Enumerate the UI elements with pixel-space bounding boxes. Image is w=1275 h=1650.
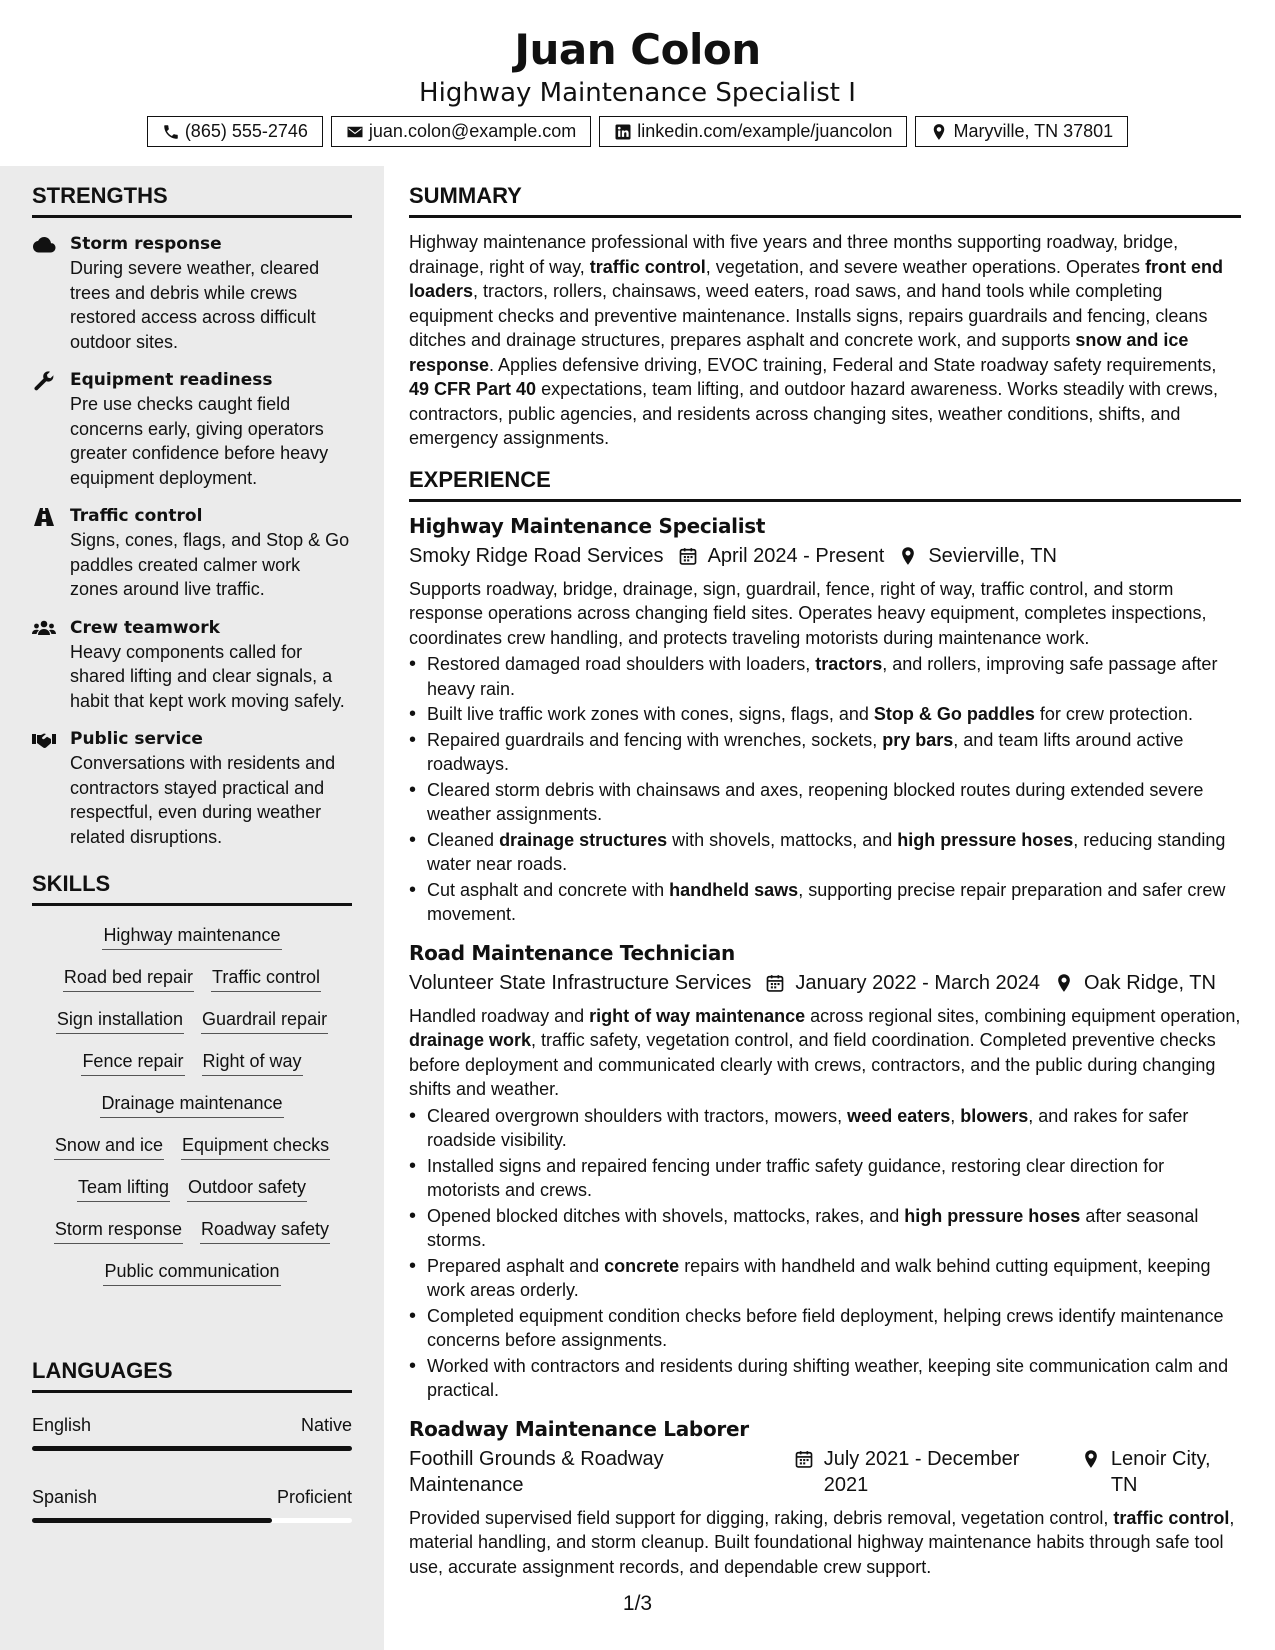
strength-title: Equipment readiness (70, 370, 273, 390)
job-dates: April 2024 - Present (707, 544, 885, 567)
skills-section (32, 870, 352, 1300)
job-company: Smoky Ridge Road Services (409, 544, 664, 567)
job-bullet: • Restored damaged road shoulders with loaders, tractors, and rollers, improving safe passage after heavy rain. (409, 652, 1241, 701)
calendar-icon (794, 1449, 814, 1469)
job-description: Handled roadway and right of way maintenance across regional sites, combining equipment operation, drainage work, traffic safety, vegetation control, and field coordination. Completed preventive checks before deployment and communicated clearly with crews, contractors, and the public during changing shifts and weather. (409, 1005, 1241, 1099)
linkedin-icon (614, 123, 632, 141)
job-entry (409, 939, 1241, 1403)
job-bullet: • Cleaned drainage structures with shovels, mattocks, and high pressure hoses, reducing standing water near roads. (409, 828, 1241, 877)
job-bullet: • Opened blocked ditches with shovels, mattocks, rakes, and high pressure hoses after seasonal storms. (409, 1204, 1241, 1253)
job-description: Supports roadway, bridge, drainage, sign, guardrail, fence, right of way, traffic control, and storm response operations across changing field sites. Operates heavy equipment, completes inspections, coordinates crew handling, and protects traveling motorists during maintenance work. (409, 578, 1207, 648)
strengths-heading: STRENGTHS (32, 182, 352, 218)
contact-email-text: juan.colon@example.com (368, 121, 577, 141)
experience-heading: EXPERIENCE (409, 466, 1241, 502)
job-dates: January 2022 - March 2024 (795, 971, 1040, 994)
job-description: Provided supervised field support for digging, raking, debris removal, vegetation control, traffic control, material handling, and storm cleanup. Built foundational highway maintenance habits through safe tool use, accurate assignment records, and dependable crew support. (409, 1507, 1235, 1577)
handshake-icon (32, 730, 56, 750)
contact-email[interactable] (331, 116, 591, 147)
job-location: Sevierville, TN (928, 544, 1057, 567)
experience-list (409, 512, 1241, 1580)
job-bullets (409, 1104, 1241, 1403)
language-name: Spanish (32, 1487, 98, 1507)
strength-item (32, 232, 352, 354)
job-bullet: • Cleared storm debris with chainsaws and axes, reopening blocked routes during extended severe weather assignments. (409, 778, 1241, 827)
page-number: 1/3 (622, 1592, 653, 1615)
language-item (32, 1413, 352, 1451)
language-proficiency-fill (32, 1518, 272, 1523)
contact-bar (0, 116, 1275, 147)
job-dates: July 2021 - December 2021 (823, 1447, 1020, 1496)
job-location: Oak Ridge, TN (1084, 971, 1216, 994)
language-proficiency-bar (32, 1446, 352, 1451)
skill-tag: Snow and ice (54, 1132, 164, 1160)
strength-description: During severe weather, cleared trees and debris while crews restored access across difficult outdoor sites. (70, 258, 320, 352)
job-entry (409, 1415, 1241, 1580)
main-content (409, 166, 1241, 1579)
language-level: Proficient (276, 1487, 352, 1507)
users-icon (32, 619, 56, 639)
job-location: Lenoir City, TN (1110, 1447, 1211, 1496)
language-proficiency-fill (32, 1446, 352, 1451)
summary-heading: SUMMARY (409, 182, 1241, 218)
job-bullet: • Cleared overgrown shoulders with tractors, mowers, weed eaters, blowers, and rakes for safer roadside visibility. (409, 1104, 1241, 1153)
skill-tag: Right of way (202, 1048, 303, 1076)
job-bullets (409, 652, 1241, 927)
strength-item (32, 727, 352, 849)
contact-linkedin[interactable] (599, 116, 907, 147)
job-meta (409, 970, 1241, 996)
wrench-icon (32, 371, 56, 391)
strength-description: Signs, cones, flags, and Stop & Go paddles created calmer work zones around live traffic. (70, 530, 350, 599)
contact-phone[interactable] (147, 116, 323, 147)
strength-description: Pre use checks caught field concerns early, giving operators greater confidence before heavy equipment deployment. (70, 394, 329, 488)
job-title: Roadway Maintenance Laborer (409, 1416, 749, 1441)
job-entry (409, 512, 1241, 927)
skill-tag: Roadway safety (200, 1216, 330, 1244)
strength-title: Storm response (70, 234, 222, 254)
contact-linkedin-text: linkedin.com/example/juancolon (637, 121, 893, 141)
job-bullet: • Worked with contractors and residents during shifting weather, keeping site communication calm and practical. (409, 1354, 1241, 1403)
job-meta (409, 543, 1241, 569)
road-icon (32, 507, 56, 527)
strengths-section (32, 182, 352, 849)
job-title: Road Maintenance Technician (409, 940, 735, 965)
language-name: English (32, 1415, 92, 1435)
skill-tag: Guardrail repair (201, 1006, 328, 1034)
job-title: Highway Maintenance Specialist (409, 513, 766, 538)
languages-heading: LANGUAGES (32, 1357, 352, 1393)
skill-tag: Fence repair (81, 1048, 184, 1076)
job-bullet: • Prepared asphalt and concrete repairs with handheld and walk behind cutting equipment, keeping work areas orderly. (409, 1254, 1241, 1303)
languages-section (32, 1357, 352, 1523)
strength-title: Crew teamwork (70, 617, 220, 638)
skills-heading: SKILLS (32, 870, 352, 906)
strength-description: Heavy components called for shared lifting and clear signals, a habit that kept work moving safely. (70, 641, 345, 711)
language-item (32, 1485, 352, 1523)
candidate-name: Juan Colon (514, 25, 761, 74)
contact-location-text: Maryville, TN 37801 (953, 121, 1114, 141)
job-company: Foothill Grounds & Roadway Maintenance (409, 1447, 664, 1496)
cloud-icon (32, 235, 56, 255)
skill-tag: Sign installation (56, 1006, 184, 1034)
skills-list (32, 922, 352, 1300)
job-company: Volunteer State Infrastructure Services (409, 971, 752, 994)
skill-tag: Team lifting (77, 1174, 170, 1202)
strength-item (32, 616, 352, 714)
job-bullet: • Built live traffic work zones with cones, signs, flags, and Stop & Go paddles for crew protection. (409, 702, 1241, 727)
language-proficiency-bar (32, 1518, 352, 1523)
map-pin-icon (898, 546, 918, 566)
contact-location (915, 116, 1128, 147)
sidebar (0, 166, 384, 1650)
strength-item (32, 368, 352, 490)
strength-title: Public service (70, 729, 203, 749)
job-bullet: • Installed signs and repaired fencing under traffic safety guidance, restoring clear direction for motorists and crews. (409, 1154, 1241, 1203)
job-meta (409, 1446, 1241, 1498)
strength-item (32, 504, 352, 602)
map-pin-icon (1081, 1449, 1101, 1469)
job-bullet: • Repaired guardrails and fencing with wrenches, sockets, pry bars, and team lifts around active roadways. (409, 728, 1241, 777)
job-bullet: • Completed equipment condition checks before field deployment, helping crews identify maintenance concerns before assignments. (409, 1304, 1241, 1353)
language-level: Native (300, 1415, 352, 1435)
phone-icon (162, 123, 180, 141)
map-pin-icon (930, 123, 948, 141)
skill-tag: Equipment checks (181, 1132, 330, 1160)
summary-text: Highway maintenance professional with five years and three months supporting roadway, bridge, drainage, right of way, traffic control, vegetation, and severe weather operations. Operates front end loaders, tractors, rollers, chainsaws, weed eaters, road saws, and hand tools while completing equipment checks and preventive maintenance. Installs signs, repairs guardrails and fencing, cleans ditches and drainage structures, prepares asphalt and concrete work, and supports snow and ice response. Applies defensive driving, EVOC training, Federal and State roadway safety requirements, 49 CFR Part 40 expectations, team lifting, and outdoor hazard awareness. Works steadily with crews, contractors, public agencies, and residents across changing sites, weather conditions, shifts, and emergency assignments. (409, 232, 1224, 448)
skill-tag: Highway maintenance (102, 922, 281, 950)
calendar-icon (678, 546, 698, 566)
job-bullet: • Cut asphalt and concrete with handheld saws, supporting precise repair preparation and safer crew movement. (409, 878, 1241, 927)
contact-phone-text: (865) 555-2746 (184, 121, 308, 141)
strength-description: Conversations with residents and contractors stayed practical and respectful, even during weather related disruptions. (70, 753, 336, 847)
calendar-icon (765, 973, 785, 993)
strength-title: Traffic control (70, 506, 203, 526)
map-pin-icon (1054, 973, 1074, 993)
skill-tag: Public communication (103, 1258, 280, 1286)
skill-tag: Road bed repair (63, 964, 194, 992)
skill-tag: Drainage maintenance (100, 1090, 283, 1118)
job-title-heading: Highway Maintenance Specialist I (419, 78, 856, 108)
skill-tag: Traffic control (211, 964, 321, 992)
skill-tag: Outdoor safety (187, 1174, 307, 1202)
resume-header (0, 0, 1275, 147)
envelope-icon (346, 123, 364, 141)
skill-tag: Storm response (54, 1216, 183, 1244)
